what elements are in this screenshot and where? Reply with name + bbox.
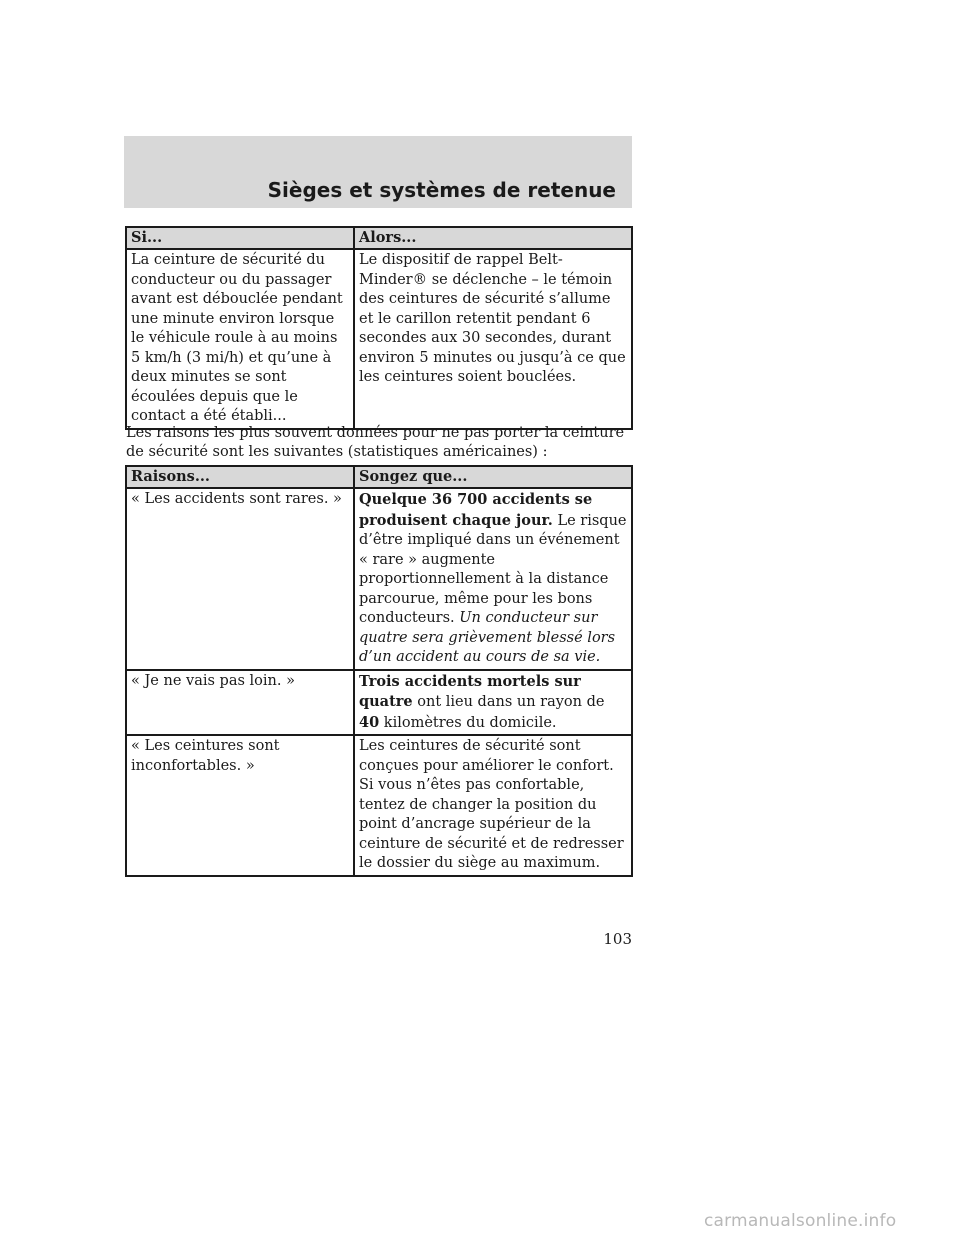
consider-cell: Les ceintures de sécurité sont conçues pour améliorer le confort. Si vous n’êtes pas confortable, tentez de changer la position du point d’ancrage supérieur de la ceinture de sécurité et de redresser le dossier du siège au maximum. bbox=[354, 735, 632, 876]
table-row bbox=[126, 735, 632, 876]
belt-minder-table bbox=[125, 226, 633, 430]
consider-cell bbox=[354, 488, 632, 670]
bold-number: 40 bbox=[359, 713, 380, 731]
reasons-table bbox=[125, 465, 633, 877]
consider-text: Le risque d’être impliqué dans un événement « rare » augmente proportionnellement à la distance parcourue, même pour les bons conducteurs. bbox=[359, 512, 627, 626]
consider-cell bbox=[354, 670, 632, 736]
column-header-reasons: Raisons... bbox=[126, 466, 354, 488]
consider-text: kilomètres du domicile. bbox=[379, 714, 557, 731]
table-header-row bbox=[126, 227, 632, 249]
section-header bbox=[124, 136, 632, 208]
bold-fact: Trois accidents mortels sur quatre bbox=[359, 672, 581, 710]
italic-fact: Un conducteur sur quatre sera grièvement blessé lors d’un accident au cours de sa vie. bbox=[359, 610, 616, 665]
column-header-consider: Songez que... bbox=[354, 466, 632, 488]
result-cell: Le dispositif de rappel Belt-Minder® se déclenche – le témoin des ceintures de sécurité s’allume et le carillon retentit pendant 6 secondes aux 30 secondes, durant environ 5 minutes ou jusqu’à ce que les ceintures soient bouclées. bbox=[354, 249, 632, 429]
consider-text: ont lieu dans un rayon de bbox=[412, 694, 605, 710]
table-row bbox=[126, 249, 632, 429]
column-header-then: Alors... bbox=[354, 227, 632, 249]
column-header-if: Si... bbox=[126, 227, 354, 249]
reason-cell: « Les ceintures sont inconfortables. » bbox=[126, 735, 354, 876]
watermark: carmanualsonline.info bbox=[704, 1211, 897, 1231]
table-header-row bbox=[126, 466, 632, 488]
bold-fact: Quelque 36 700 accidents se produisent chaque jour. bbox=[359, 491, 593, 529]
table-row bbox=[126, 488, 632, 670]
reason-cell: « Je ne vais pas loin. » bbox=[126, 670, 354, 736]
table-row bbox=[126, 670, 632, 736]
intro-paragraph: Les raisons les plus souvent données pour ne pas porter la ceinture de sécurité sont les suivantes (statistiques américaines) : bbox=[126, 425, 625, 460]
condition-cell: La ceinture de sécurité du conducteur ou du passager avant est débouclée pendant une minute environ lorsque le véhicule roule à au moins 5 km/h (3 mi/h) et qu’une à deux minutes se sont écoulées depuis que le contact a été établi... bbox=[126, 249, 354, 429]
reason-cell: « Les accidents sont rares. » bbox=[126, 488, 354, 670]
section-title: Sièges et systèmes de retenue bbox=[267, 178, 616, 202]
page-number: 103 bbox=[603, 930, 632, 948]
